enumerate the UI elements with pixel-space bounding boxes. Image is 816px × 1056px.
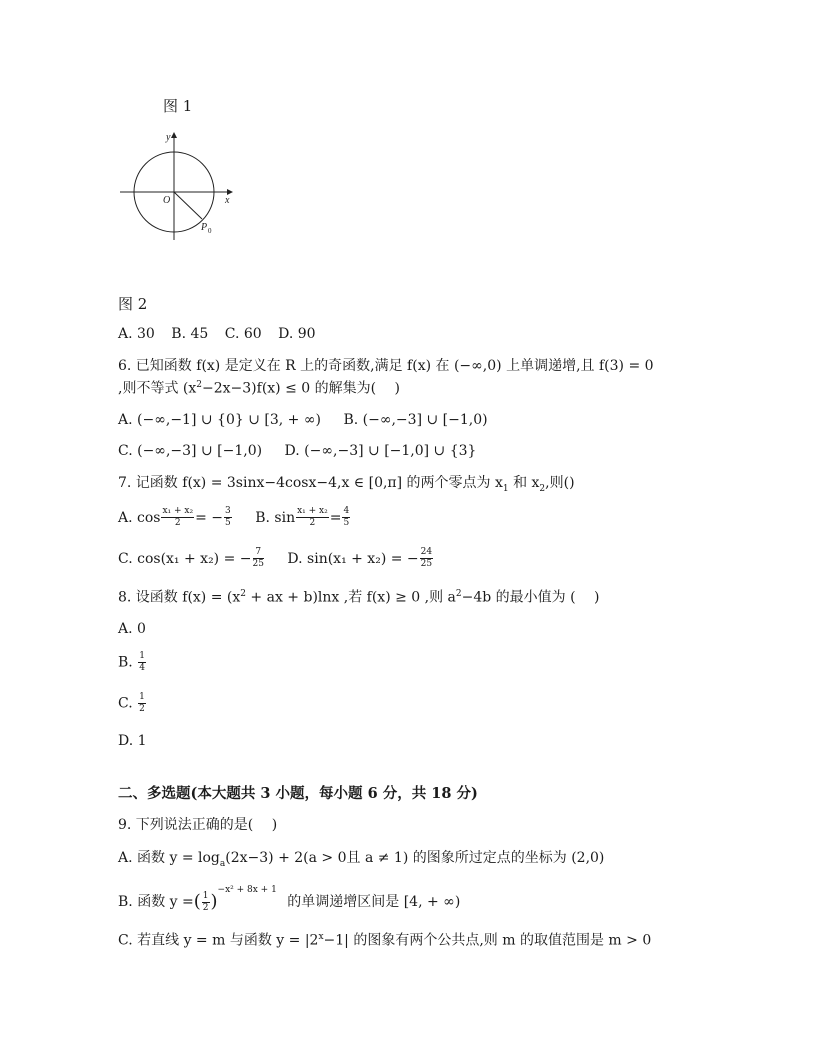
q8-stem: 8. 设函数 $f(x) = (x^2$ + ax + b)lnx ,若 f(x) ≥ 0 ,则 $a^2-4b$ 的最小值为 ( ) bbox=[118, 589, 600, 606]
q5-option-d: D. 90 bbox=[278, 326, 316, 342]
q6-stem-line1: 6. 已知函数 f(x) 是定义在 R 上的奇函数,满足 f(x) 在 (−∞,0) 上单调递增,且 f(3) = 0 bbox=[118, 358, 654, 374]
q5-option-b: B. 45 bbox=[171, 326, 209, 342]
figure2-caption: 图 2 bbox=[118, 295, 148, 313]
q7-option-c: C. cos(x₁ + x₂) = − $\frac{7}{25}$ bbox=[118, 547, 264, 569]
q9-option-b: B. 函数 y =( $\frac{1}{2}$ )$^{-x^2 + 8x + 1}$ 的单调递增区间是 [4, + ∞) bbox=[118, 885, 461, 913]
q8-option-b: B. $\frac{1}{4}$ bbox=[118, 651, 145, 673]
x-axis-label: x bbox=[225, 195, 230, 206]
q6-stem-line2: ,则不等式 $(x^2-2x-3)f(x) \le 0$ 的解集为( ) bbox=[118, 380, 400, 397]
q7-option-a: A. cos $\frac{\text{x₁ + x₂}}{2}$ = − $\frac{3}{5}$ bbox=[118, 506, 231, 528]
q7-options-ab bbox=[118, 507, 351, 528]
unit-circle-diagram bbox=[115, 128, 245, 240]
q8-option-a: A. 0 bbox=[118, 621, 146, 637]
radius-op0 bbox=[174, 192, 202, 219]
q6-option-d: D. (−∞,−3] ∪ [−1,0] ∪ {3} bbox=[284, 443, 477, 459]
q5-option-c: C. 60 bbox=[224, 326, 262, 342]
point-p0-label: P bbox=[201, 222, 208, 233]
q6-options-cd bbox=[118, 444, 476, 459]
q8-option-c: C. $\frac{1}{2}$ bbox=[118, 692, 145, 714]
q7-option-d: D. sin(x₁ + x₂) = − $\frac{24}{25}$ bbox=[287, 547, 433, 569]
figure1-caption: 图 1 bbox=[163, 97, 193, 115]
y-axis-label: y bbox=[166, 132, 171, 143]
q6-option-b: B. (−∞,−3] ∪ [−1,0) bbox=[343, 412, 488, 428]
q5-options bbox=[118, 327, 316, 342]
q9-option-c: C. 若直线 y = m 与函数 $y = |2^x-1|$ 的图象有两个公共点,则 m 的取值范围是 m > 0 bbox=[118, 932, 652, 949]
point-p0-sub: 0 bbox=[208, 227, 212, 235]
q6-options-ab bbox=[118, 413, 488, 428]
q7-stem: 7. 记函数 f(x) = 3sinx−4cosx−4,x ∈ [0,π] 的两个零点为 $x_1$ 和 $x_2$,则() bbox=[118, 475, 575, 494]
q9-option-a: A. 函数 $y = \log_a(2x-3) + 2(a > 0$且 a ≠ 1) 的图象所过定点的坐标为 (2,0) bbox=[118, 850, 605, 869]
q9-stem: 9. 下列说法正确的是( ) bbox=[118, 817, 278, 833]
q8-option-d: D. 1 bbox=[118, 733, 147, 749]
origin-label: O bbox=[163, 195, 171, 206]
q5-option-a: A. 30 bbox=[118, 326, 155, 342]
q6-option-a: A. (−∞,−1] ∪ {0} ∪ [3, + ∞) bbox=[118, 412, 321, 428]
q6-option-c: C. (−∞,−3] ∪ [−1,0) bbox=[118, 443, 263, 459]
section-2-title: 二、多选题(本大题共 3 小题，每小题 6 分，共 18 分) bbox=[118, 785, 478, 802]
q7-options-cd bbox=[118, 548, 434, 569]
q7-option-b: B. sin $\frac{\text{x₁ + x₂}}{2}$ = $\frac{4}{5}$ bbox=[255, 506, 350, 528]
